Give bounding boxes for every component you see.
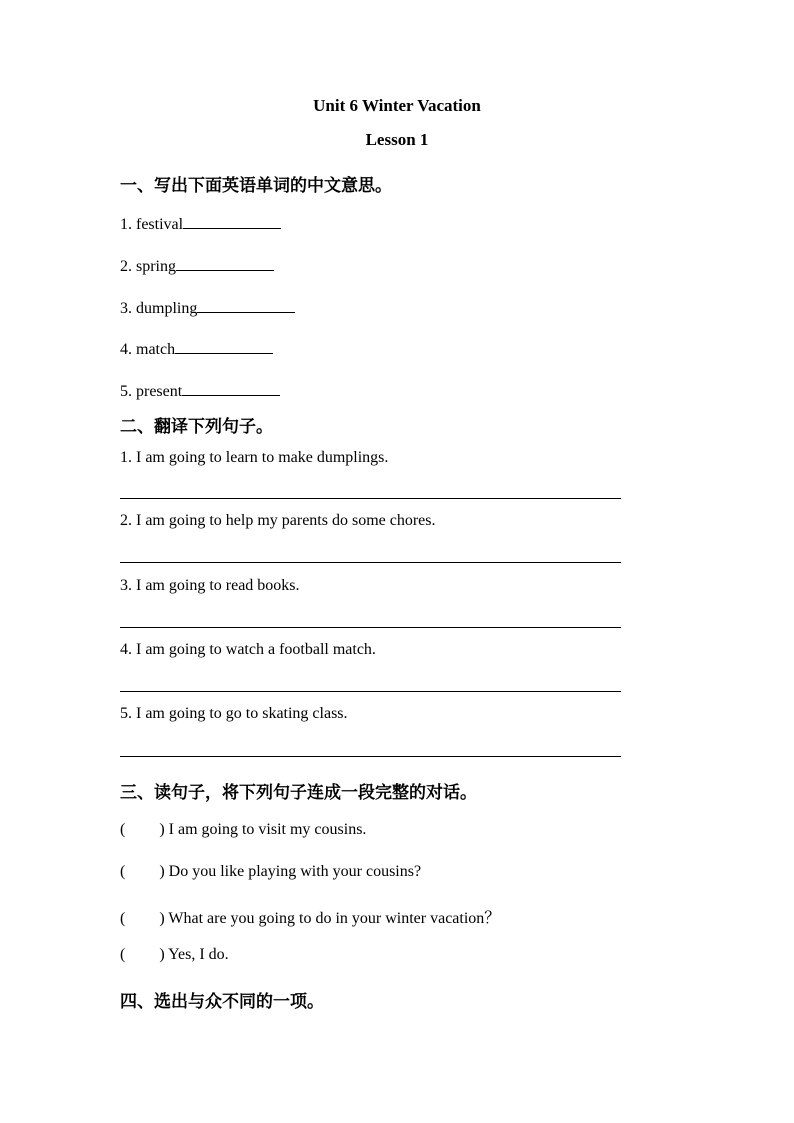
sentence-item: 5. I am going to go to skating class.: [120, 705, 348, 722]
open-paren: (: [120, 946, 126, 963]
dialogue-item: [120, 821, 366, 839]
lesson-title: Lesson 1: [365, 130, 429, 149]
section-2-heading: 二、翻译下列句子。: [120, 417, 273, 437]
page-title: Unit 6 Winter Vacation: [313, 96, 481, 115]
word-label: 4. match: [120, 341, 176, 358]
dialogue-sentence: ) I am going to visit my cousins.: [159, 821, 367, 838]
section-1-heading: 一、写出下面英语单词的中文意思。: [120, 176, 392, 196]
word-item: [120, 255, 274, 276]
open-paren: (: [120, 863, 126, 880]
sentence-item: 4. I am going to watch a football match.: [120, 641, 376, 658]
dialogue-sentence: ) Yes, I do.: [159, 946, 229, 963]
dialogue-sentence: ) What are you going to do in your winter vacation？: [159, 910, 501, 927]
sentence-item: 1. I am going to learn to make dumplings.: [120, 449, 389, 466]
word-item: [120, 297, 295, 318]
open-paren: (: [120, 821, 126, 838]
word-item: [120, 338, 273, 359]
word-answer-blank[interactable]: [176, 255, 274, 271]
section-3-heading: 三、读句子，将下列句子连成一段完整的对话。: [120, 783, 477, 803]
sentence-item: 2. I am going to help my parents do some chores.: [120, 512, 436, 529]
translation-answer-line[interactable]: [120, 498, 621, 499]
word-answer-blank[interactable]: [175, 338, 273, 354]
dialogue-item: [120, 946, 229, 964]
word-answer-blank[interactable]: [183, 213, 281, 229]
section-4-heading: 四、选出与众不同的一项。: [120, 992, 324, 1012]
word-answer-blank[interactable]: [182, 380, 280, 396]
word-label: 5. present: [120, 383, 183, 400]
dialogue-item: [120, 863, 421, 881]
word-item: [120, 213, 281, 234]
translation-answer-line[interactable]: [120, 691, 621, 692]
translation-answer-line[interactable]: [120, 627, 621, 628]
sentence-item: 3. I am going to read books.: [120, 577, 300, 594]
word-label: 2. spring: [120, 258, 176, 275]
open-paren: (: [120, 910, 126, 927]
dialogue-item: [120, 905, 500, 928]
translation-answer-line[interactable]: [120, 562, 621, 563]
word-answer-blank[interactable]: [197, 297, 295, 313]
word-label: 3. dumpling: [120, 300, 198, 317]
translation-answer-line[interactable]: [120, 756, 621, 757]
word-item: [120, 380, 280, 401]
dialogue-sentence: ) Do you like playing with your cousins?: [159, 863, 422, 880]
word-label: 1. festival: [120, 216, 184, 233]
